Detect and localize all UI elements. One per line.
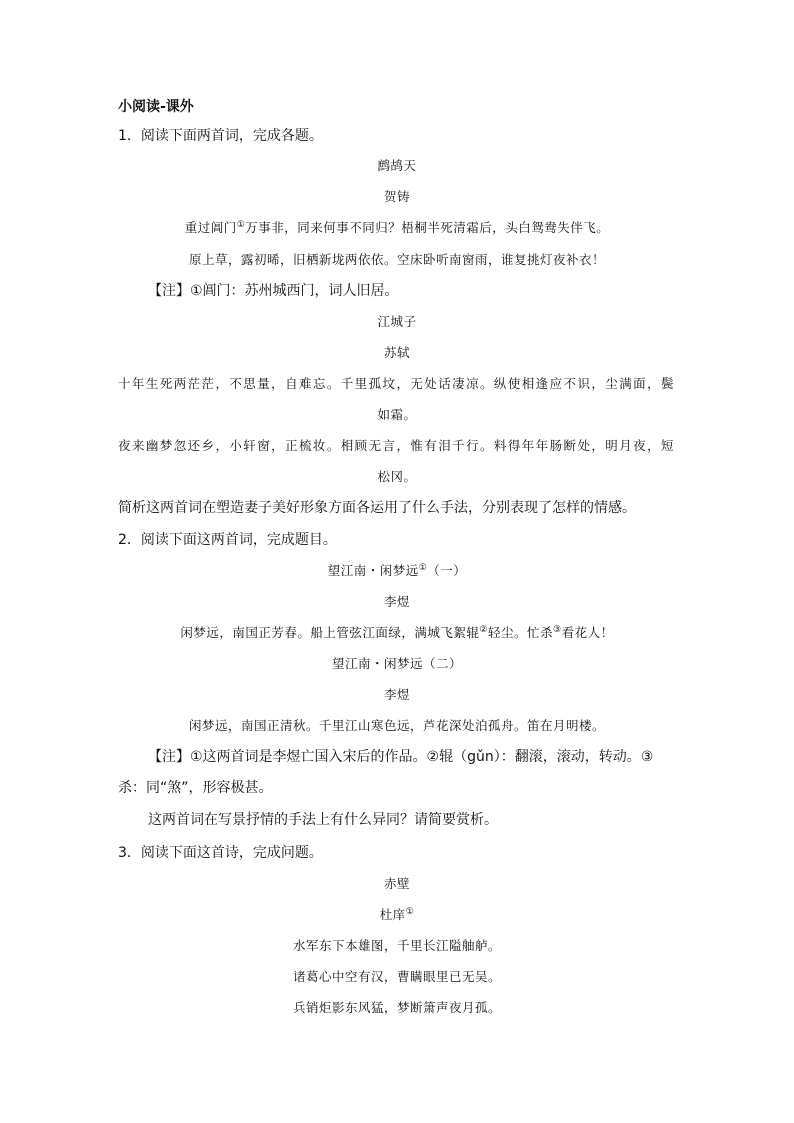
poem-author: 李煜 xyxy=(383,687,410,702)
poem-title: 赤壁 xyxy=(383,876,410,891)
poem-title: 鹧鸪天 xyxy=(377,158,417,173)
poem-line: 闲梦远，南国正清秋。千里江山寒色远，芦花深处泊孤舟。笛在月明楼。 xyxy=(188,718,605,733)
poem-author xyxy=(0,905,794,925)
question-3-prompt: 3．阅读下面这首诗，完成问题。 xyxy=(118,845,323,861)
poem-line: 夜来幽梦忽还乡，小轩窗，正梳妆。相顾无言，惟有泪千行。料得年年肠断处，明月夜，短 xyxy=(118,438,674,453)
poem-line xyxy=(0,218,794,238)
question-1-prompt: 1．阅读下面两首词，完成各题。 xyxy=(118,128,323,144)
footnote-marker: ① xyxy=(405,906,415,917)
poem-author: 李煜 xyxy=(383,594,410,609)
poem-line: 原上草，露初晞，旧栖新垅两依依。空床卧听南窗雨，谁复挑灯夜补衣！ xyxy=(188,252,605,267)
poem-text: 重过阊门 xyxy=(184,220,237,235)
poem-text: 望江南・闲梦远 xyxy=(327,563,419,578)
poem-line: 兵销炬影东风猛，梦断箫声夜月孤。 xyxy=(292,1000,501,1015)
annotation: 杀：同“煞”，形容极甚。 xyxy=(118,780,273,796)
poem-text: 轻尘。忙杀 xyxy=(487,625,553,640)
question-text: 这两首词在写景抒情的手法上有什么异同？请简要赏析。 xyxy=(148,812,498,828)
poem-text: 闲梦远，南国正芳春。船上管弦江面绿，满城飞絮辊 xyxy=(180,625,480,640)
poem-title: 江城子 xyxy=(377,314,417,329)
footnote-marker: ② xyxy=(479,624,488,635)
question-2-prompt: 2．阅读下面这两首词，完成题目。 xyxy=(118,532,337,548)
poem-line: 如霜。 xyxy=(377,407,417,422)
poem-text: 看花人！ xyxy=(561,625,614,640)
poem-author: 苏轼 xyxy=(383,345,410,360)
section-header: 小阅读-课外 xyxy=(118,99,194,115)
footnote-marker: ③ xyxy=(553,624,562,635)
poem-line xyxy=(0,623,794,643)
poem-line: 水军东下本雄图，千里长江隘舳舻。 xyxy=(292,938,501,953)
poem-text: （一） xyxy=(427,563,467,578)
footnote-marker: ① xyxy=(418,562,428,573)
poem-line: 诸葛心中空有汉，曹瞒眼里已无吴。 xyxy=(292,969,501,984)
annotation: 【注】①阊门：苏州城西门，词人旧居。 xyxy=(148,283,399,299)
footnote-marker: ① xyxy=(236,219,246,230)
poem-line: 松冈。 xyxy=(377,469,417,484)
poem-text: 万事非，同来何事不同归？梧桐半死清霜后，头白鸳鸯失伴飞。 xyxy=(245,220,610,235)
question-text: 简析这两首词在塑造妻子美好形象方面各运用了什么手法，分别表现了怎样的情感。 xyxy=(118,500,636,516)
poem-text: 杜庠 xyxy=(379,907,406,922)
poem-title: 望江南・闲梦远（二） xyxy=(331,656,462,671)
poem-line: 十年生死两茫茫，不思量，自难忘。千里孤坟，无处话凄凉。纵使相逢应不识，尘满面，鬓 xyxy=(118,376,674,391)
poem-title xyxy=(0,561,794,581)
annotation: 【注】①这两首词是李煜亡国入宋后的作品。②辊（gǔn）：翻滚，滚动，转动。③ xyxy=(148,749,654,765)
poem-author: 贺铸 xyxy=(383,189,410,204)
